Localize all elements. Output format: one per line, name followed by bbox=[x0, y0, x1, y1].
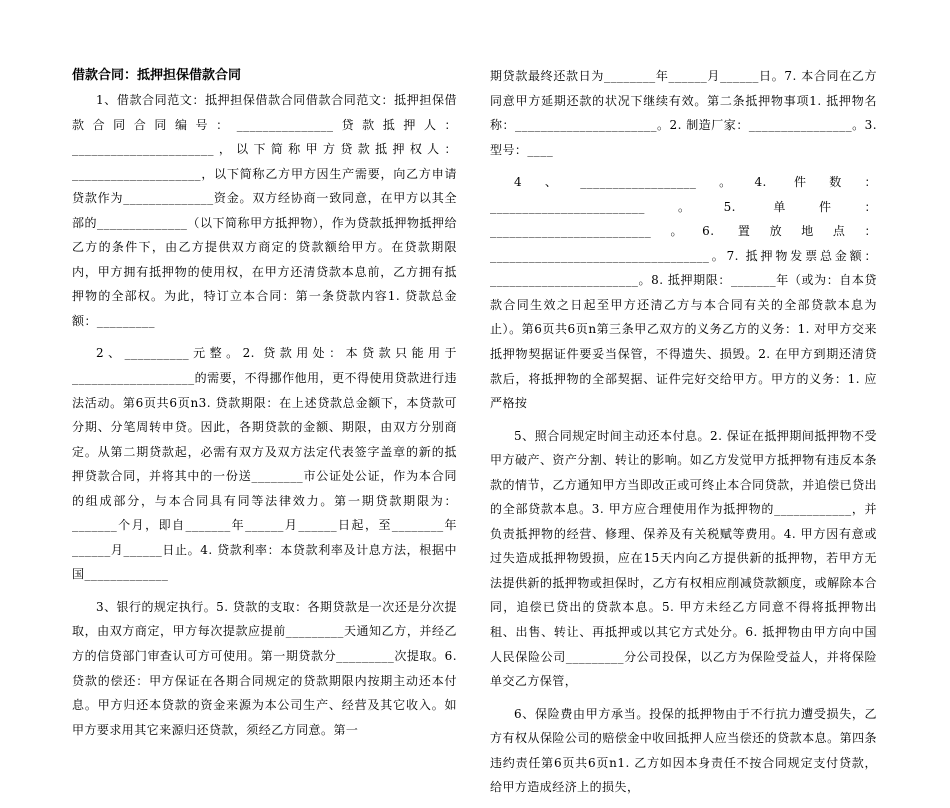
paragraph-4: 4、__________________。4. 件数：________________________。5. 单件：_________________________。6. 置放地点：__________________________________。7. 抵押物发票总金额：_______________________。8. 抵押期限：_______年（或为：自本贷款合同生效之日起至甲方还清乙方与本合同有关的全部贷款本息为止）。第6页共6页n第三条甲乙双方的义务乙方的义务：1. 对甲方交来抵押物契据证件要妥当保管，不得遗失、损毁。2. 在甲方到期还清贷款后，将抵押物的全部契据、证件完好交给甲方。甲方的义务：1. 应严格按 bbox=[490, 175, 877, 411]
paragraph-3-continued: 期贷款最终还款日为________年______月______日。7. 本合同在乙方同意甲方延期还款的状况下继续有效。第二条抵押物事项1. 抵押物名称：______________________。2. 制造厂家：________________。3. 型号：____ bbox=[490, 69, 877, 157]
paragraph-5: 5、照合同规定时间主动还本付息。2. 保证在抵押期间抵押物不受甲方破产、资产分割、转让的影响。如乙方发觉甲方抵押物有违反本条款的情节，乙方通知甲方当即改正或可终止本合同贷款，并追偿已贷出的全部贷款本息。3. 甲方应合理使用作为抵押物的____________，并负责抵押物的经营、修理、保养及有关税赋等费用。4. 甲方因有意或过失造成抵押物毁损，应在15天内向乙方提供新的抵押物，若甲方无法提供新的抵押物或担保时，乙方有权相应削减贷款额度，或解除本合同，追偿已贷出的贷款本息。5. 甲方未经乙方同意不得将抵押物出租、出售、转让、再抵押或以其它方式处分。6. 抵押物由甲方向中国人民保险公司_________分公司投保，以乙方为保险受益人，并将保险单交乙方保管， bbox=[490, 428, 877, 689]
paragraph-3: 3、银行的规定执行。5. 贷款的支取：各期贷款是一次还是分次提取，由双方商定，甲方每次提款应提前_________天通知乙方，并经乙方的信贷部门审查认可方可使用。第一期贷款分_________次提取。6. 贷款的偿还：甲方保证在各期合同规定的贷款期限内按期主动还本付息。甲方归还本贷款的资金来源为本公司生产、经营及其它收入。如甲方要求用其它来源归还贷款，须经乙方同意。第一 bbox=[72, 599, 457, 737]
paragraph-2: 2、__________元整。2. 贷款用处：本贷款只能用于___________________的需要，不得挪作他用，更不得使用贷款进行违法活动。第6页共6页n3. 贷款期限：在上述贷款总金额下，本贷款可分期、分笔周转申贷。因此，各期贷款的金额、期限，由双方分别商定。从第二期贷款起，必需有双方及双方法定代表签字盖章的新的抵押贷款合同，并将其中的一份送________市公证处公证，作为本合同的组成部分，与本合同具有同等法律效力。第一期贷款期限为：_______个月，即自_______年______月______日起，至________年______月______日止。4. 贷款利率：本贷款利率及计息方法，根据中国_____________ bbox=[72, 346, 457, 582]
left-column bbox=[72, 88, 457, 750]
paragraph-1: 1、借款合同范文：抵押担保借款合同借款合同范文：抵押担保借款合同合同编号：_______________贷款抵押人：______________________，以下简称甲方贷款抵押权人：____________________，以下简称乙方甲方因生产需要，向乙方申请贷款作为______________资金。双方经协商一致同意，在甲方以其全部的______________（以下简称甲方抵押物），作为贷款抵押物抵押给乙方的条件下，由乙方提供双方商定的贷款额给甲方。在贷款期限内，甲方拥有抵押物的使用权，在甲方还清贷款本息前，乙方拥有抵押物的全部权。为此，特订立本合同：第一条贷款内容1. 贷款总金额：_________ bbox=[72, 93, 457, 328]
paragraph-6: 6、保险费由甲方承当。投保的抵押物由于不行抗力遭受损失，乙方有权从保险公司的赔偿金中收回抵押人应当偿还的贷款本息。第四条违约责任第6页共6页n1. 乙方如因本身责任不按合同规定支付贷款，给甲方造成经济上的损失， bbox=[490, 706, 877, 795]
document-title: 借款合同：抵押担保借款合同 bbox=[72, 68, 242, 83]
right-column bbox=[490, 64, 877, 808]
